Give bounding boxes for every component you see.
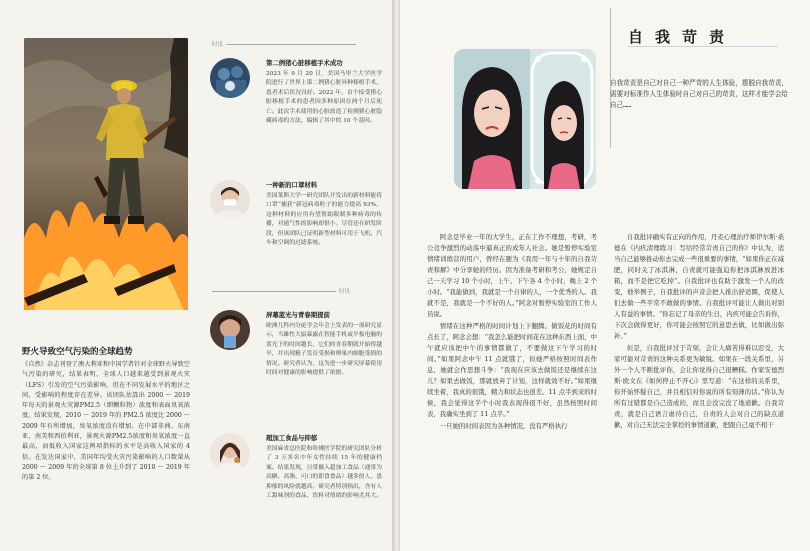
news-body: 美国麻省总医院和哈佛医学院的研究团队分析了 3 万多名中年女性持续 15 年的健康档案。结果发现，日常摄入超加工食品（通常为高糖、高脂、可口的即食食品）越多的人，患抑郁的风险就越高。研究者特别指出，含有人工甜味剂的食品、饮料对情绪的影响尤其大。: [266, 446, 382, 500]
news-title: 第二例猪心脏移植手术成功: [266, 59, 343, 67]
paragraph: 但是，自我批评过于苛刻，会让人痛苦得难以忍受，大家可能对苛责的这种关系更为敏锐。如果在一段关系里，另外一个人不断批评你，会让你觉得自己很糟糕。作家安德烈斯·欧文在《如何停止不开心》里写道：“在这样的关系里，你开始怀疑自己，并且相信对你说的所有刻薄的话。”你认为所有过错都是自己造成的，而且会没完没了地道歉。自我苛责，就是自己语言虐待自己，自责的人会对自己的缺点道歉，对自己无法完全掌控的事情道歉，把跟自己毫不相干: [614, 344, 784, 429]
feature-title: 野火导致空气污染的全球趋势: [22, 347, 133, 357]
woman-with-mask-thumbnail: [210, 180, 250, 220]
section-tag-mid: [212, 287, 350, 295]
firefighter-photo: [24, 38, 188, 310]
right-page: [400, 0, 810, 551]
child-with-phone-thumbnail: [210, 310, 250, 350]
news-item-blue-light: [204, 310, 384, 410]
news-title: 一种新的口罩材料: [266, 181, 318, 189]
article-title: 自我苛责: [628, 28, 737, 46]
section-tag-top: [212, 40, 356, 48]
paragraph: 阿念是毕业一年的大学生，正在工作不理想，考研，考公竞争激烈的动荡中逼真正的成年人社会。她是暂停实验室情绪训练营的用户，曾经在题为《我用一年与十年的自我苛责和解》中分享她的经历。因为准备考研和考公，她规定自己一天学习 10 个小时，上午、下午各 4 个小时，晚上 2 个小时。“我能做到，我就是一个自律的人，一个优秀的人。我就不是，我就是一个不好的人。”阿念对暂停实验室的工作人员说。: [427, 233, 597, 318]
news-body: 2023 年 9 月 20 日，美国马里兰大学医学院进行了世界上第二例猪心脏异种移植手术，患者术后状况良好。2022 年，首个接受猪心脏移植手术的患者因多种原因在两个月后死亡。此次手术使用的心脏改造了检测猪心脏隐藏病毒的方法，编辑了其中的 10 个基因。: [266, 71, 382, 125]
news-item-processed-food: [204, 433, 384, 543]
news-body: 欧洲儿科内分泌学会年会上发表的一项研究显示，当雄性大鼠暴露在智能手机或平板电脑的蓝光下的时间越长，它们的青春期就开始得越早，并出现精子发育受损和卵巢内细胞受损的情况。研究者认为，这为进一步研究屏幕使用时间对健康的影响提供了依据。: [266, 323, 382, 377]
article-intro: 自我苛责是自己对自己一种严苛的人生体验，摆脱自我苛责，需要对标准作人生体验时自己对自己的苛责，这样才能学会给自己……: [610, 79, 789, 109]
tag-label: 时讯: [212, 42, 224, 48]
news-item-mask-material: [204, 180, 384, 280]
surgery-team-thumbnail: [210, 58, 250, 98]
news-title: 屏幕蓝光与青春期提前: [266, 311, 330, 319]
title-underline: [628, 46, 778, 47]
paragraph: 一旦她的时间表因为各种情况，没有严格执行: [439, 422, 568, 430]
article-column-left: [427, 232, 597, 433]
news-title: 超加工食品与抑郁: [266, 434, 318, 442]
news-item-pig-heart: [204, 58, 384, 158]
mirror-illustration: [454, 49, 596, 189]
news-body: 美国莱斯大学一研究团队开发出的新材料能将口罩“捕获”新冠病毒粒子的能力提高 93%，这种材料的应用有望帮助限制多种病毒的传播，对通气性的影响却很小。尽管还在研发阶段，但该团队已证明新型材料可用于飞机、汽车和空调的过滤系统。: [266, 193, 382, 247]
tag-label: 时讯: [339, 289, 351, 295]
paragraph: 情绪在这种严格的时间计划上下翻腾。做饭花的时间有点长了，阿念会想：“我怎么能把时间花在这种东西上面，中午就应该把中午的事情都做了，不要做这下午学习的时间。”如果阿念中午 11 点就饿了，但她严格按照时间表作息，她就会作思想斗争：“我现在应该去做饭还是继续在这儿？如果去做饭，那就放弃了计划，这样就效不好。”如果继续坐着，我真的很饿，精力和状态也很差。11 点半到来的时候，我会觉得这半个小时我表现得很不好，虽然按照时间表，我确实坐到了 11 点半。”: [427, 322, 597, 418]
page-gutter: [392, 0, 400, 551]
tag-divider: [226, 44, 356, 45]
tag-divider: [212, 291, 336, 292]
paragraph: 自我批评确实有正向的作用，丹麦心理治疗师伊尔斯·桑德在《内疚清理练习：写给经常苛责自己的你》中认为，适当自己能够推动你去完成一些很重要的事情，“如果你正在减肥，同时关了冰淇淋，自责就可能强迫你把冰淇淋放进冰箱，而不是把它吃掉”。自我批评也有助于激发一个人的改变，他举例子，自我批评的声音会把人推出舒适圈，促使人们去做一些平常不敢做的事情。自我批评可能让人做出对别人有益的事情。“你忘记了母亲的生日，内疚可能会告诉你，下次会做得更好，你可能会按照它的意思去做，比如做出弥补。”: [614, 233, 784, 340]
wildfire-image: [24, 38, 188, 310]
left-page: [0, 0, 392, 551]
article-column-right: [614, 232, 784, 432]
feature-body: 《自然》杂志刊登了澳大利亚和中国学者针对全球野火导致空气污染的研究，结果表明，全球人口越来越受到景观火灾（LFS）引发的空气污染影响。但在不同发展水平的地区之间，受影响的程度存在差异。该团队估算出 2000 ～ 2019 年每天的景观火灾源PM2.5（细颗粒物）浓度和表面臭氧浓度。结果发现，2010 ～ 2019 年的 PM2.5 浓度比 2000 ～ 2009 年有所增加，臭氧浓度没有增加。在中部非洲、东南亚、南美和西伯利亚，景观火源PM2.5浓度和臭氧浓度一直最高，而低收入国家这两项指标的水平是高收入国家的 4 倍。在发达国家中，美国年均受火灾污染影响的人口数量从 2000 ～ 2009 年的全球第 8 位上升到了 2010 ～ 2019 年的第 2 位。: [22, 361, 190, 482]
woman-eating-thumbnail: [210, 433, 250, 473]
